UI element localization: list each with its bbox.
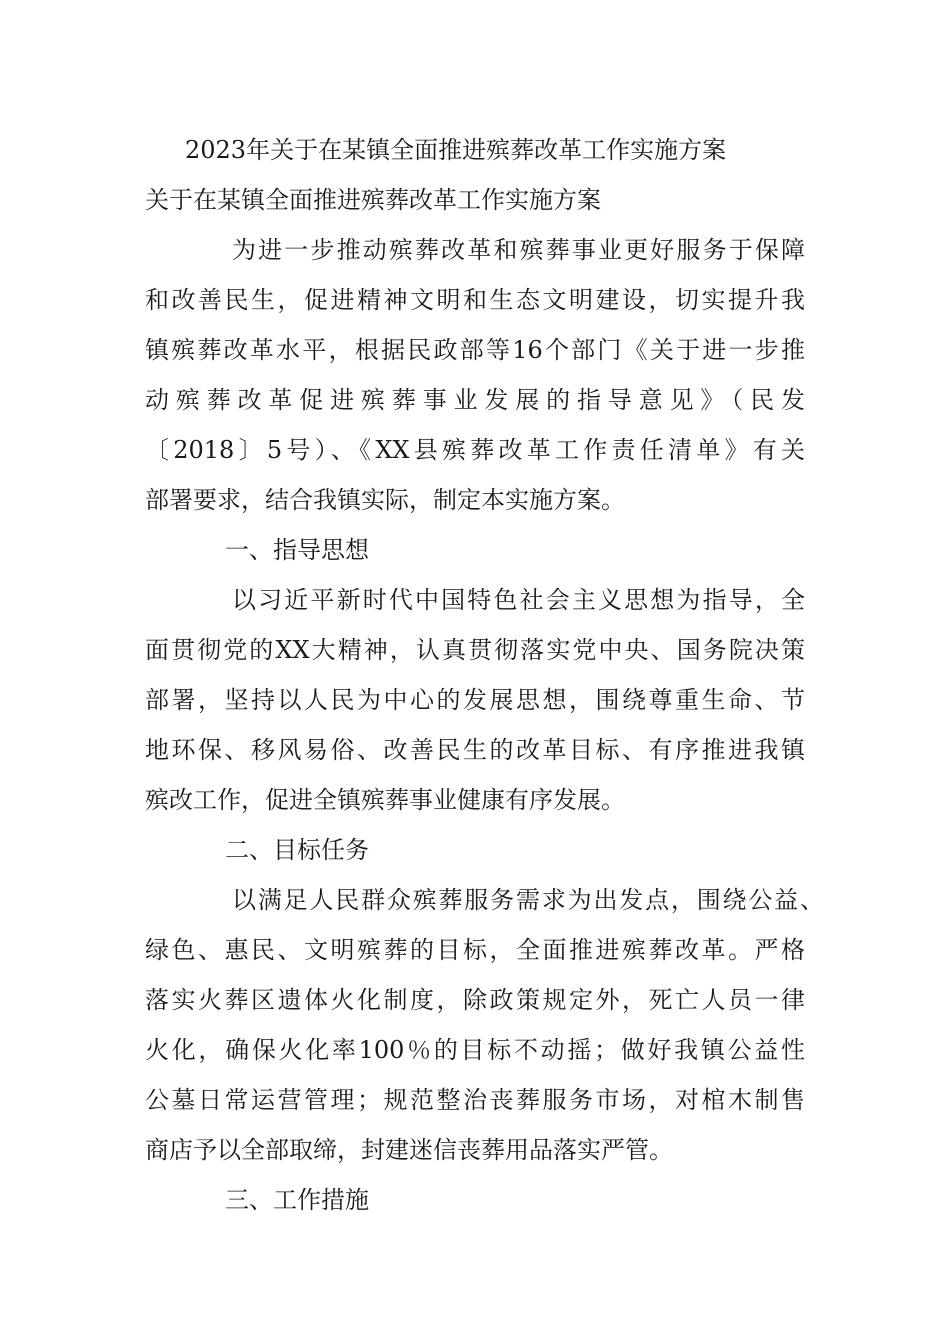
section2-line: 公墓日常运营管理；规范整治丧葬服务市场，对棺木制售	[145, 1086, 805, 1114]
intro-line: 和改善民生，促进精神文明和生态文明建设，切实提升我	[145, 286, 805, 314]
section1-line: 面贯彻党的XX大精神，认真贯彻落实党中央、国务院决策	[145, 636, 805, 664]
intro-line: 部署要求，结合我镇实际，制定本实施方案。	[145, 486, 625, 514]
section2-line: 火化，确保火化率100％的目标不动摇；做好我镇公益性	[145, 1036, 805, 1064]
document-title: 2023年关于在某镇全面推进殡葬改革工作实施方案	[185, 136, 727, 164]
section-heading-goals: 二、目标任务	[225, 836, 369, 864]
section1-line: 以习近平新时代中国特色社会主义思想为指导，全	[232, 586, 805, 614]
section1-line: 地环保、移风易俗、改善民生的改革目标、有序推进我镇	[145, 736, 805, 764]
section2-line: 以满足人民群众殡葬服务需求为出发点，围绕公益、	[232, 886, 824, 914]
intro-line: 镇殡葬改革水平，根据民政部等16个部门《关于进一步推	[145, 336, 805, 364]
section-heading-measures: 三、工作措施	[225, 1186, 369, 1214]
section2-line: 落实火葬区遗体火化制度，除政策规定外，死亡人员一律	[145, 986, 805, 1014]
intro-line: 〔2018〕5号）、《XX县殡葬改革工作责任清单》有关	[145, 436, 805, 464]
section1-line: 部署，坚持以人民为中心的发展思想，围绕尊重生命、节	[145, 686, 805, 714]
intro-line: 为进一步推动殡葬改革和殡葬事业更好服务于保障	[232, 236, 805, 264]
document-subtitle: 关于在某镇全面推进殡葬改革工作实施方案	[145, 186, 601, 214]
section1-line: 殡改工作，促进全镇殡葬事业健康有序发展。	[145, 786, 625, 814]
section2-line: 绿色、惠民、文明殡葬的目标，全面推进殡葬改革。严格	[145, 936, 805, 964]
intro-line: 动殡葬改革促进殡葬事业发展的指导意见》（民发	[145, 386, 805, 414]
section2-line: 商店予以全部取缔，封建迷信丧葬用品落实严管。	[145, 1136, 673, 1164]
section-heading-guiding-thought: 一、指导思想	[225, 536, 369, 564]
